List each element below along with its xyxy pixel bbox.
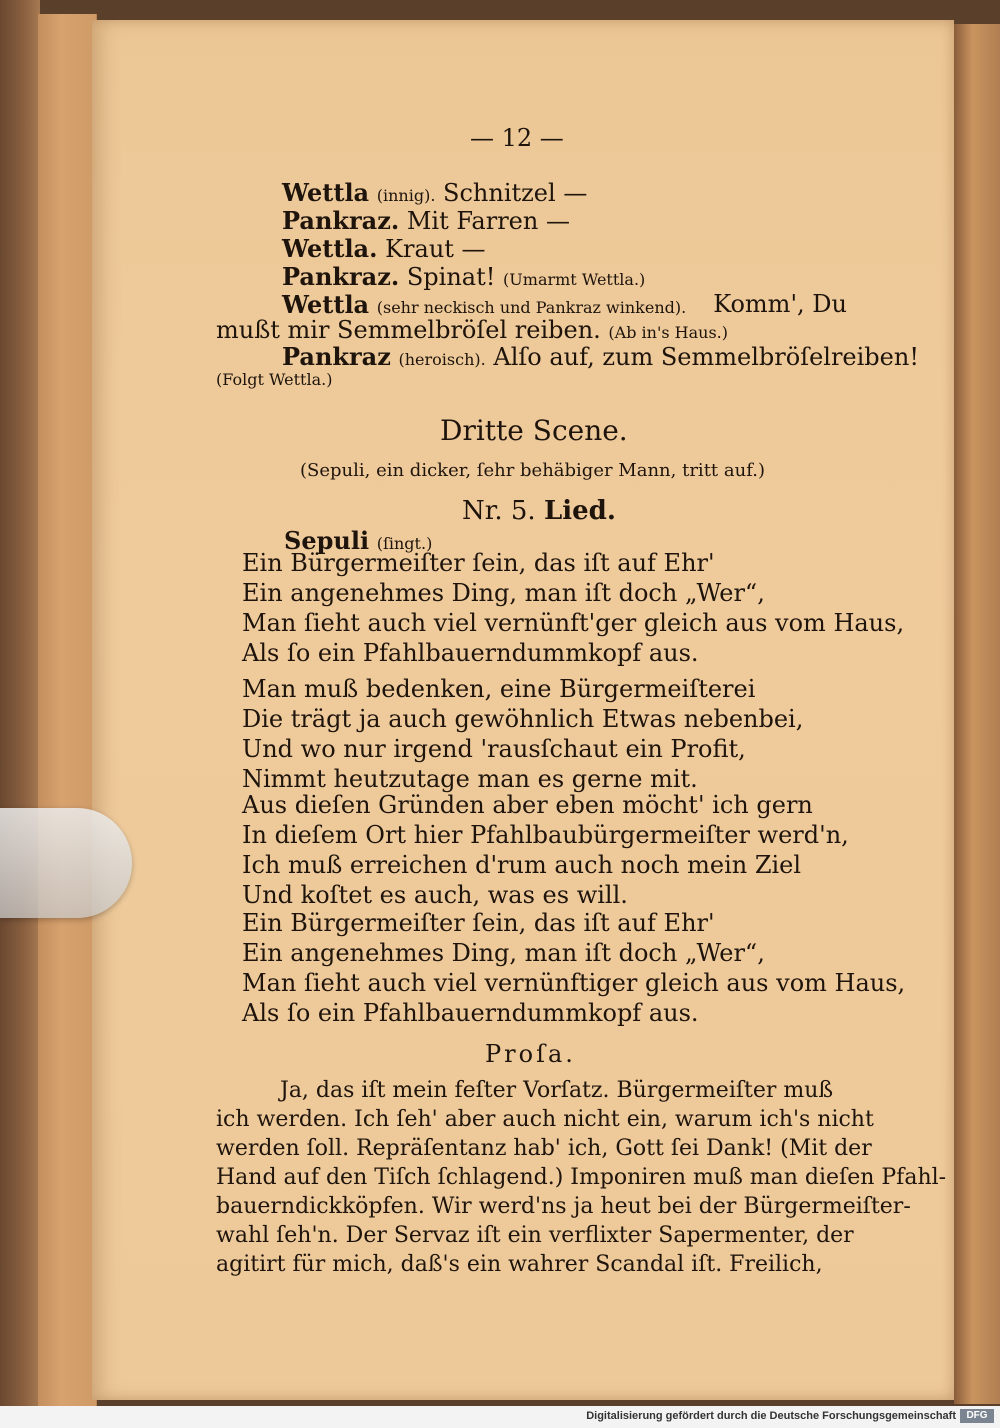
prosa-line: ich werden. Ich ſeh' aber auch nicht ein, warum ich's nicht <box>216 1107 874 1132</box>
stage-direction: (sehr neckisch und Pankraz winkend). <box>376 298 687 317</box>
song-label: Lied. <box>543 496 616 526</box>
speaker: Wettla <box>282 290 370 319</box>
dialogue-line-1 <box>282 178 587 207</box>
verse-line: In dieſem Ort hier Pfahlbaubürgermeiſter werd'n, <box>242 821 849 849</box>
dialogue-line-5 <box>282 290 847 319</box>
stage-direction: (Umarmt Wettla.) <box>503 270 646 289</box>
speaker: Pankraz <box>282 342 391 371</box>
verse-line: Ein angenehmes Ding, man iſt doch „Wer“, <box>242 579 765 607</box>
prosa-paragraph <box>216 1076 946 1279</box>
prosa-line: bauerndickköpfen. Wir werd'ns ja heut bei der Bürgermeiſter- <box>216 1194 911 1219</box>
dialogue-line-3 <box>282 234 486 263</box>
verse-4 <box>242 908 905 1028</box>
dialogue-line-6-cont <box>216 370 332 389</box>
speaker: Wettla. <box>282 234 378 263</box>
verse-line: Und koſtet es auch, was es will. <box>242 881 628 909</box>
verse-line: Ein angenehmes Ding, man iſt doch „Wer“, <box>242 939 765 967</box>
line-text: mußt mir Semmelbröſel reiben. <box>216 316 601 344</box>
dfg-logo: DFG <box>960 1409 994 1423</box>
dialogue-line-2 <box>282 206 570 235</box>
verse-1 <box>242 548 904 668</box>
singer-name: Sepuli <box>284 526 370 555</box>
song-number: Nr. 5. <box>462 496 536 526</box>
song-heading <box>462 496 616 526</box>
verse-line: Ich muß erreichen d'rum auch noch mein Ziel <box>242 851 802 879</box>
scan-background-right <box>954 24 1000 1404</box>
verse-line: Ein Bürgermeiſter ſein, das iſt auf Ehr' <box>242 549 715 577</box>
stage-direction: (Ab in's Haus.) <box>608 323 728 342</box>
line-text: Alſo auf, zum Semmelbröſelreiben! <box>493 343 919 371</box>
verse-line: Die trägt ja auch gewöhnlich Etwas nebenbei, <box>242 705 804 733</box>
verse-line: Ein Bürgermeiſter ſein, das iſt auf Ehr' <box>242 909 715 937</box>
dialogue-line-5-cont <box>216 316 728 344</box>
dialogue-line-4 <box>282 262 645 291</box>
speaker: Pankraz. <box>282 206 400 235</box>
line-text: Schnitzel — <box>443 179 588 207</box>
verse-3 <box>242 790 849 910</box>
speaker: Pankraz. <box>282 262 400 291</box>
singer-direction: (ſingt.) <box>376 534 433 553</box>
page-number: — 12 — <box>470 124 564 152</box>
prosa-line: Hand auf den Tiſch ſchlagend.) Imponiren muß man dieſen Pfahl- <box>216 1165 947 1190</box>
stage-direction: (Folgt Wettla.) <box>216 370 333 389</box>
prosa-heading: Proſa. <box>485 1040 576 1068</box>
scan-background-left <box>0 0 40 1428</box>
scene-heading: Dritte Scene. <box>440 414 628 447</box>
verse-line: Nimmt heutzutage man es gerne mit. <box>242 765 698 793</box>
line-text: Kraut — <box>385 235 486 263</box>
verse-line: Als ſo ein Pfahlbauerndummkopf aus. <box>242 999 699 1027</box>
verse-line: Man ſieht auch viel vernünftiger gleich aus vom Haus, <box>242 969 906 997</box>
verse-line: Aus dieſen Gründen aber eben möcht' ich gern <box>242 791 813 819</box>
verse-line: Und wo nur irgend 'rausſchaut ein Profit, <box>242 735 746 763</box>
verse-line: Man ſieht auch viel vernünft'ger gleich aus vom Haus, <box>242 609 905 637</box>
verse-line: Als ſo ein Pfahlbauerndummkopf aus. <box>242 639 699 667</box>
verse-line: Man muß bedenken, eine Bürgermeiſterei <box>242 675 756 703</box>
funding-note: Digitalisierung gefördert durch die Deutsche Forschungsgemeinschaft <box>586 1410 956 1422</box>
line-text: Mit Farren — <box>406 207 570 235</box>
verse-2 <box>242 674 803 794</box>
prosa-line: werden ſoll. Repräſentanz hab' ich, Gott ſei Dank! (Mit der <box>216 1136 872 1161</box>
line-text: Komm', Du <box>713 290 847 318</box>
prosa-line: Ja, das iſt mein feſter Vorſatz. Bürgermeiſter muß <box>280 1078 834 1103</box>
prosa-line: agitirt für mich, daß's ein wahrer Scandal iſt. Freilich, <box>216 1252 823 1277</box>
stage-direction: (innig). <box>376 186 436 205</box>
prosa-line: wahl ſeh'n. Der Servaz iſt ein verflixter Sapermenter, der <box>216 1223 854 1248</box>
stage-direction: (heroisch). <box>398 350 486 369</box>
plastic-clip <box>0 808 132 918</box>
line-text: Spinat! <box>406 263 496 291</box>
page-stack-edge <box>38 14 97 1406</box>
speaker: Wettla <box>282 178 370 207</box>
dialogue-line-6 <box>282 342 919 371</box>
scene-stage-direction: (Sepuli, ein dicker, ſehr behäbiger Mann, tritt auf.) <box>300 460 765 481</box>
